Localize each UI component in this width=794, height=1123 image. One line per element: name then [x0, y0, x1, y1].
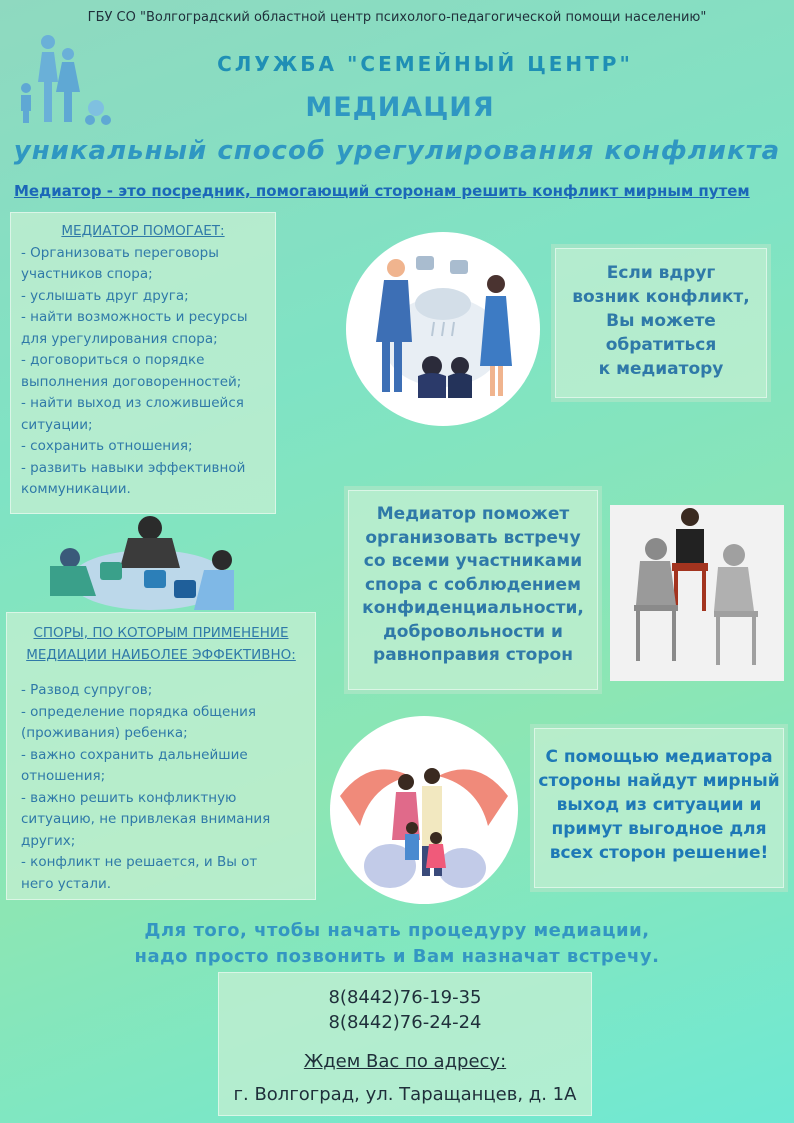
- mediator-definition: Медиатор - это посредник, помогающий сторонам решить конфликт мирным путем: [14, 182, 750, 200]
- happy-family-illustration: [330, 716, 518, 904]
- call-to-action: [0, 918, 794, 970]
- mediation-session-icon: [610, 505, 784, 681]
- helps-line: - сохранить отношения;: [21, 438, 193, 454]
- meeting-info-line: организовать встречу: [365, 527, 581, 548]
- meeting-info-line: конфиденциальности,: [362, 598, 584, 618]
- helps-line: ситуации;: [21, 416, 93, 433]
- mediation-session-image: [610, 505, 784, 681]
- helps-line: - услышать друг друга;: [21, 287, 189, 304]
- outcome-line: выход из ситуации и: [556, 795, 762, 815]
- meeting-info-line: со всеми участниками: [363, 551, 583, 571]
- disputes-line: - Развод супругов;: [21, 682, 153, 698]
- effective-disputes-heading: [21, 623, 301, 666]
- outcome-line: С помощью медиатора: [545, 747, 773, 767]
- page-title: МЕДИАЦИЯ: [305, 92, 495, 123]
- contact-panel: [218, 972, 592, 1116]
- mediator-helps-panel: [10, 212, 276, 514]
- disputes-line: отношения;: [21, 768, 106, 784]
- helps-line: - найти выход из сложившейся: [21, 395, 244, 411]
- outcome-line: примут выгодное для: [551, 819, 767, 839]
- meeting-info-line: равноправия сторон: [373, 645, 573, 665]
- puzzle-teamwork-icon: [40, 510, 240, 620]
- disputes-heading-line: МЕДИАЦИИ НАИБОЛЕЕ ЭФФЕКТИВНО:: [26, 646, 296, 663]
- conflict-advice-line: Если вдруг: [606, 263, 716, 283]
- meeting-info-line: спора с соблюдением: [364, 574, 581, 595]
- helps-line: - развить навыки эффективной: [21, 459, 246, 476]
- tagline: уникальный способ урегулирования конфликта: [13, 136, 781, 166]
- organization-name: ГБУ СО "Волгоградский областной центр психолого-педагогической помощи населению": [87, 10, 707, 25]
- conflict-family-icon: [346, 232, 540, 426]
- disputes-line: (проживания) ребенка;: [21, 725, 188, 741]
- meeting-info-line: добровольности и: [383, 621, 563, 642]
- outcome-line: стороны найдут мирный: [538, 771, 780, 791]
- disputes-line: него устали.: [21, 875, 112, 892]
- cta-line: надо просто позвонить и Вам назначат встречу.: [134, 946, 660, 967]
- service-title: СЛУЖБА "СЕМЕЙНЫЙ ЦЕНТР": [217, 52, 633, 76]
- helps-line: - найти возможность и ресурсы: [21, 309, 248, 325]
- helps-line: - Организовать переговоры: [21, 244, 219, 261]
- conflict-advice-line: обратиться: [605, 335, 717, 355]
- meeting-info-line: Медиатор поможет: [376, 504, 570, 524]
- phone-number[interactable]: 8(8442)76-24-24: [328, 1012, 482, 1033]
- disputes-line: - определение порядка общения: [21, 703, 257, 720]
- family-hands-icon: [330, 716, 518, 904]
- conflict-advice-box: [555, 248, 767, 398]
- disputes-line: - конфликт не решается, и Вы от: [21, 854, 258, 870]
- helps-line: выполнения договоренностей;: [21, 373, 242, 390]
- effective-disputes-panel: [6, 612, 316, 900]
- conflict-advice-line: к медиатору: [598, 359, 724, 379]
- outcome-box: [534, 728, 784, 888]
- helps-line: для урегулирования спора;: [21, 330, 218, 347]
- address-label: Ждем Вас по адресу:: [303, 1051, 507, 1072]
- conflict-illustration: [346, 232, 540, 426]
- helps-line: - договориться о порядке: [21, 352, 205, 368]
- disputes-line: ситуацию, не привлекая внимания: [21, 811, 271, 827]
- cta-line: Для того, чтобы начать процедуру медиации,: [144, 920, 650, 941]
- conflict-advice-line: Вы можете: [606, 311, 716, 331]
- address: г. Волгоград, ул. Таращанцев, д. 1А: [233, 1084, 577, 1105]
- family-logo-icon: [10, 32, 114, 126]
- disputes-heading-line: СПОРЫ, ПО КОТОРЫМ ПРИМЕНЕНИЕ: [33, 625, 289, 641]
- disputes-line: - важно сохранить дальнейшие: [21, 746, 248, 763]
- helps-line: коммуникации.: [21, 481, 131, 497]
- meeting-info-box: [348, 490, 598, 690]
- disputes-line: других;: [21, 832, 76, 849]
- conflict-advice-line: возник конфликт,: [572, 287, 750, 307]
- phone-number[interactable]: 8(8442)76-19-35: [328, 987, 482, 1008]
- outcome-line: всех сторон решение!: [549, 843, 769, 863]
- disputes-line: - важно решить конфликтную: [21, 789, 237, 806]
- mediator-helps-heading: МЕДИАТОР ПОМОГАЕТ:: [61, 223, 225, 239]
- helps-line: участников спора;: [21, 266, 153, 282]
